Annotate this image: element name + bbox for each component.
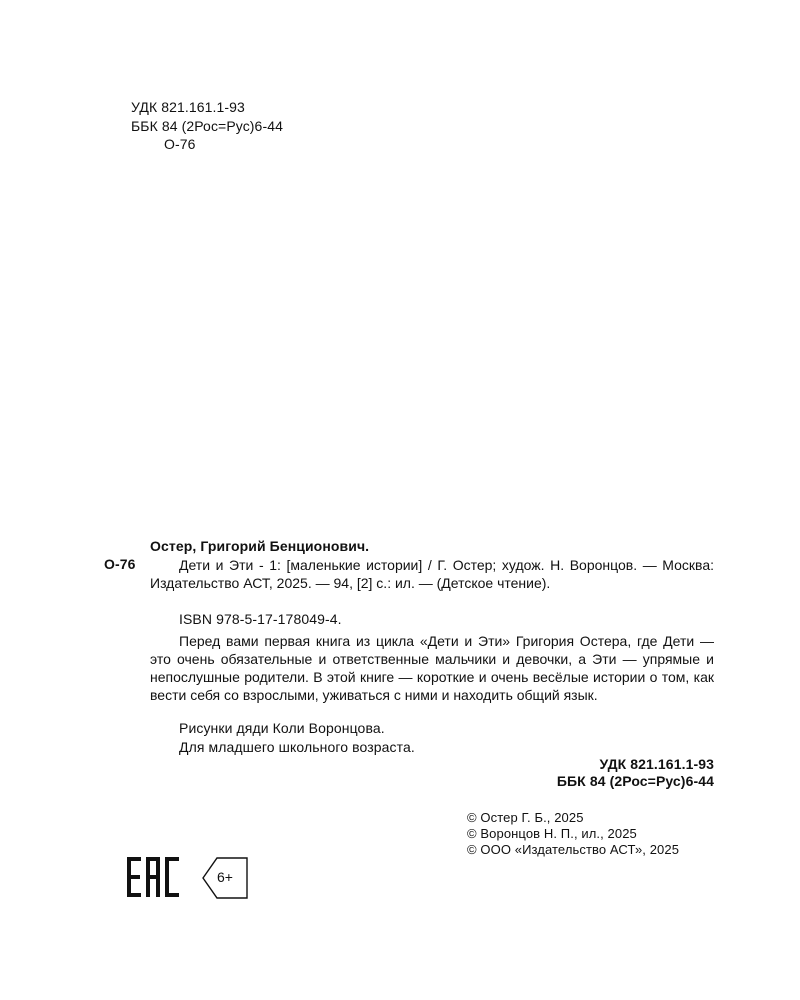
copyright-illustrator: © Воронцов Н. П., ил., 2025 (467, 826, 637, 841)
eac-conformity-icon (127, 857, 179, 897)
copyright-author: © Остер Г. Б., 2025 (467, 810, 584, 825)
isbn: ISBN 978-5-17-178049-4. (179, 611, 342, 627)
top-author-mark: О-76 (164, 136, 196, 152)
author-name: Остер, Григорий Бенционович. (150, 538, 370, 554)
age-rating-label: 6+ (217, 869, 233, 885)
card-bbk-code: ББК 84 (2Рос=Рус)6-44 (556, 773, 714, 789)
top-udk-code: УДК 821.161.1-93 (131, 99, 245, 115)
age-note: Для младшего школьного возраста. (179, 739, 415, 755)
bibliographic-text: Дети и Эти - 1: [маленькие истории] / Г. Остер; худож. Н. Воронцов. — Москва: Издательство АСТ, 2025. — 94, [2] с.: ил. — (Детское чтение). (150, 557, 714, 591)
annotation (150, 632, 714, 704)
illustrations-credit: Рисунки дяди Коли Воронцова. (179, 720, 385, 736)
copyright-publisher: © ООО «Издательство АСТ», 2025 (467, 842, 680, 857)
top-bbk-code: ББК 84 (2Рос=Рус)6-44 (131, 118, 283, 134)
card-udk-code: УДК 821.161.1-93 (599, 756, 714, 772)
card-author-mark: О-76 (104, 556, 136, 572)
annotation-text: Перед вами первая книга из цикла «Дети и Эти» Григория Остера, где Дети — это очень обязательные и ответственные мальчики и девочки, а Эти — упрямые и непослушные родители. В этой книге — короткие и очень весёлые истории о том, как вести себя со взрослыми, уживаться с ними и находить общий язык. (150, 633, 714, 703)
bibliographic-description (150, 556, 714, 592)
